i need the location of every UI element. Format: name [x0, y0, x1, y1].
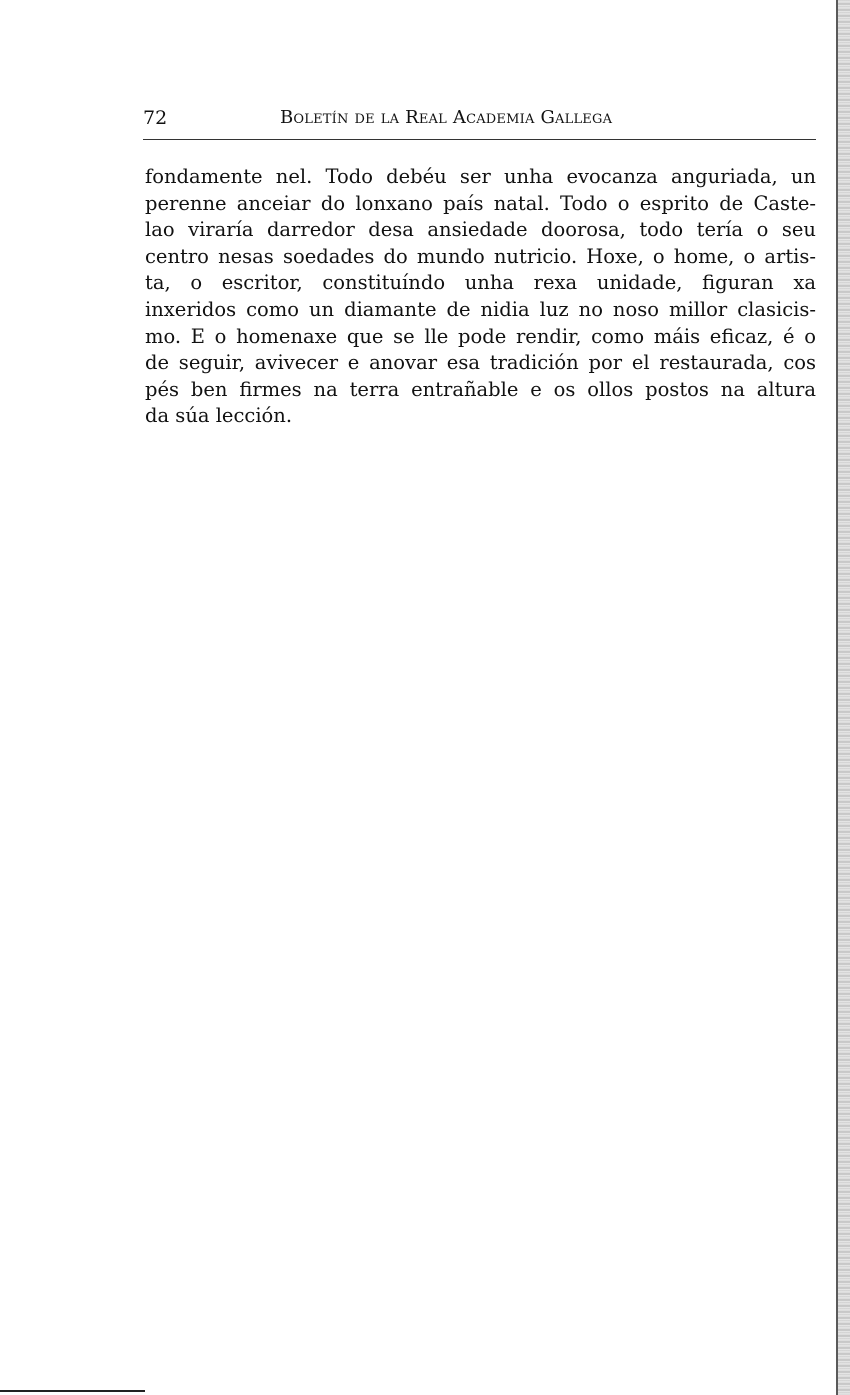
text-line: mo. E o homenaxe que se lle pode rendir, como máis eficaz, é o: [145, 324, 816, 348]
scan-edge-shadow: [836, 0, 850, 1395]
text-line: inxeridos como un diamante de nidia luz no noso millor clasicis-: [145, 297, 816, 321]
text-line: fondamente nel. Todo debéu ser unha evocanza anguriada, un: [145, 165, 816, 188]
footnote-rule: [0, 1390, 145, 1392]
body-paragraph: [145, 164, 816, 430]
text-line: de seguir, avivecer e anovar esa tradición por el restaurada, cos: [145, 351, 816, 375]
text-line: perenne anceiar do lonxano país natal. Todo o esprito de Caste-: [145, 191, 816, 215]
page-number: 72: [143, 107, 168, 129]
text-line: ta, o escritor, constituíndo unha rexa unidade, figuran xa: [145, 271, 816, 295]
text-line: centro nesas soedades do mundo nutricio. Hoxe, o home, o artis-: [145, 244, 816, 268]
text-line: lao viraría darredor desa ansiedade doorosa, todo tería o seu: [145, 218, 816, 242]
running-head: Boletín de la Real Academia Gallega: [280, 107, 613, 128]
text-line: pés ben firmes na terra entrañable e os ollos postos na altura: [145, 377, 816, 401]
header-rule: [143, 139, 816, 140]
scan-edge-line: [836, 0, 838, 1395]
text-line: da súa lección.: [145, 404, 293, 428]
